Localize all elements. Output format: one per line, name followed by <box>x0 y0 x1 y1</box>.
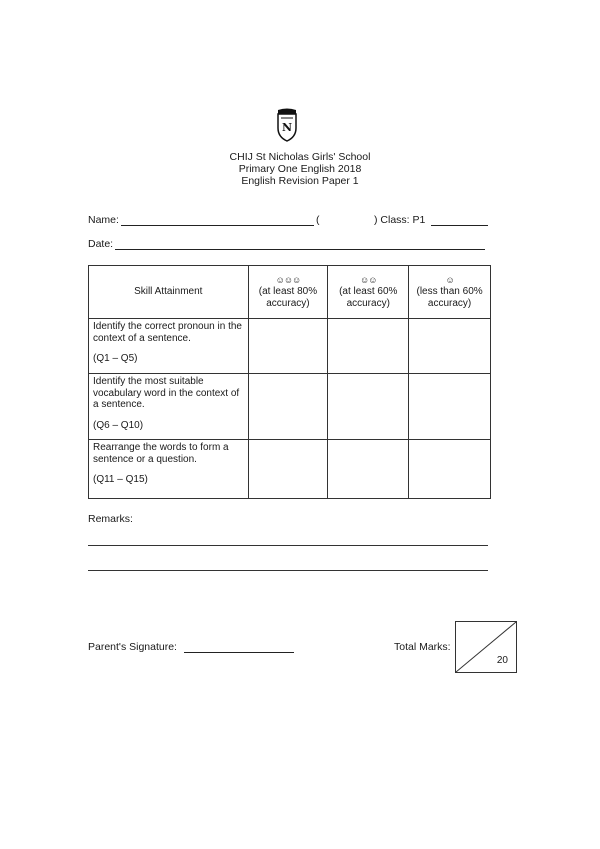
rating-cell[interactable] <box>409 374 491 440</box>
parent-signature-label: Parent's Signature: <box>88 641 177 653</box>
rating-cell[interactable] <box>409 319 491 374</box>
question-range: (Q6 – Q10) <box>93 419 144 431</box>
skill-description: Identify the most suitable vocabulary word in the context of a sentence. <box>93 376 240 410</box>
skill-cell <box>89 440 249 499</box>
name-label: Name: <box>88 214 119 226</box>
total-marks-value: 20 <box>496 655 508 666</box>
level-text: (at least 60% accuracy) <box>339 286 398 309</box>
smiley-one-icon: ☺ <box>445 274 454 285</box>
total-marks-label: Total Marks: <box>394 641 451 653</box>
name-paren-open: ( <box>316 214 320 226</box>
date-label: Date: <box>88 238 114 250</box>
question-range: (Q11 – Q15) <box>93 474 148 485</box>
skill-attainment-header: Skill Attainment <box>89 266 249 319</box>
svg-text:N: N <box>281 121 293 134</box>
table-row <box>89 374 491 440</box>
subject-title: Primary One English 2018 <box>238 163 362 175</box>
school-name: CHIJ St Nicholas Girls' School <box>229 151 371 163</box>
table-row <box>89 319 491 374</box>
rating-cell[interactable] <box>248 319 328 374</box>
class-label: ) Class: P1 <box>374 214 426 226</box>
rating-cell[interactable] <box>328 319 409 374</box>
skill-cell <box>89 319 249 374</box>
remarks-line-2[interactable] <box>88 570 488 571</box>
question-range: (Q1 – Q5) <box>93 353 138 364</box>
skill-cell <box>89 374 249 440</box>
skill-attainment-table <box>88 265 491 499</box>
date-field[interactable] <box>115 249 485 250</box>
level-header-80 <box>248 266 328 319</box>
smiley-two-icon: ☺☺ <box>360 274 377 285</box>
table-row <box>89 440 491 499</box>
parent-signature-field[interactable] <box>184 652 294 653</box>
school-crest-logo <box>275 108 299 142</box>
rating-cell[interactable] <box>248 374 328 440</box>
level-text: (at least 80% accuracy) <box>258 286 318 309</box>
rating-cell[interactable] <box>409 440 491 499</box>
name-field[interactable] <box>121 225 314 226</box>
class-field[interactable] <box>431 225 488 226</box>
rating-cell[interactable] <box>328 440 409 499</box>
remarks-label: Remarks: <box>88 513 133 525</box>
level-header-60 <box>328 266 409 319</box>
smiley-three-icon: ☺☺☺ <box>275 274 301 285</box>
skill-description: Rearrange the words to form a sentence or a question. <box>93 442 229 465</box>
total-marks-box[interactable] <box>455 621 517 673</box>
rating-cell[interactable] <box>248 440 328 499</box>
skill-description: Identify the correct pronoun in the context of a sentence. <box>93 321 242 344</box>
rating-cell[interactable] <box>328 374 409 440</box>
remarks-line-1[interactable] <box>88 545 488 546</box>
paper-title: English Revision Paper 1 <box>241 175 359 187</box>
table-header-row <box>89 266 491 319</box>
level-header-below-60 <box>409 266 491 319</box>
document-header <box>0 151 600 187</box>
level-text: (less than 60% accuracy) <box>416 286 483 309</box>
